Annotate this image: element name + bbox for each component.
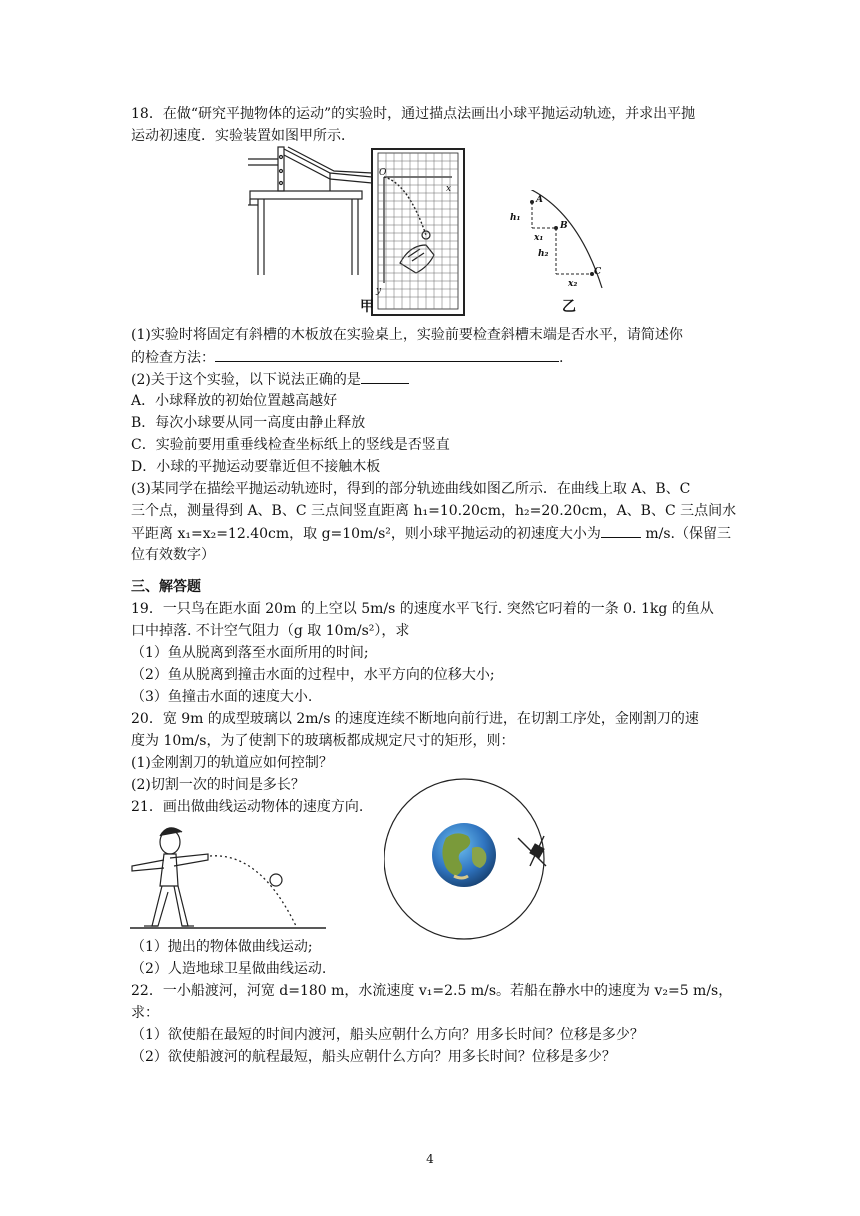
q18-part2-text: (2)关于这个实验，以下说法正确的是 [131, 372, 361, 388]
q19-line4: （2）鱼从脱离到撞击水面的过程中，水平方向的位移大小; [131, 667, 495, 683]
q22-line4: （2）欲使船渡河的航程最短，船头应朝什么方向？用多长时间？位移是多少？ [131, 1049, 616, 1065]
q18-part1-label: 的检查方法： [131, 350, 215, 366]
label-h1: h₁ [510, 213, 521, 223]
label-h2: h₂ [538, 249, 549, 259]
q18-part2 [131, 368, 731, 391]
q19-line3: （1）鱼从脱离到落至水面所用的时间; [131, 645, 369, 661]
q22-line2: 求： [131, 1005, 159, 1021]
q21-line3: （2）人造地球卫星做曲线运动. [131, 961, 327, 977]
q18-part3-text: 平距离 x₁=x₂=12.40cm，取 g=10m/s²，则小球平抛运动的初速度大小为 [131, 526, 601, 542]
label-point-b: B [560, 221, 568, 231]
q19-line2: 口中掉落. 不计空气阻力（g 取 10m/s²），求 [131, 623, 410, 639]
caption-jia: 甲 [360, 299, 374, 315]
label-origin: O [379, 168, 387, 178]
q20-line3: (1)金刚割刀的轨道应如何控制？ [131, 755, 333, 771]
label-point-a: A [536, 195, 543, 205]
q18-option-b: B．每次小球要从同一高度由静止释放 [131, 415, 366, 431]
q18-part1-line2 [131, 346, 731, 369]
q22-line3: （1）欲使船在最短的时间内渡河，船头应朝什么方向？用多长时间？位移是多少？ [131, 1027, 644, 1043]
q18-option-a: A．小球释放的初始位置越高越好 [131, 393, 338, 409]
q21-line2: （1）抛出的物体做曲线运动; [131, 939, 313, 955]
q19-line5: （3）鱼撞击水面的速度大小. [131, 689, 313, 705]
apparatus-figure [248, 143, 466, 323]
answer-blank-method[interactable] [215, 346, 559, 362]
q18-part3-unit: m/s.（保留三 [640, 526, 731, 542]
label-y-axis: y [376, 286, 382, 296]
orbit-figure [384, 776, 548, 942]
answer-blank-choice[interactable] [361, 368, 409, 384]
q18-part3-line4: 位有效数字） [131, 547, 215, 563]
q18-part1-end: . [559, 350, 564, 366]
label-x2: x₂ [568, 279, 578, 289]
section-title: 三、解答题 [131, 579, 201, 595]
label-x1: x₁ [534, 233, 544, 243]
q18-stem-line2: 运动初速度．实验装置如图甲所示． [131, 128, 355, 144]
q18-stem-line1: 18．在做“研究平抛物体的运动”的实验时，通过描点法画出小球平抛运动轨迹，并求出平抛 [131, 106, 696, 122]
q18-option-c: C．实验前要用重垂线检查坐标纸上的竖线是否竖直 [131, 437, 450, 453]
graph-grid [378, 153, 458, 309]
label-x-axis: x [446, 184, 452, 194]
page-number: 4 [426, 1152, 434, 1166]
label-point-c: C [594, 267, 602, 277]
thrower-figure [130, 822, 330, 932]
caption-yi: 乙 [562, 299, 576, 315]
q21-line1: 21．画出做曲线运动物体的速度方向. [131, 799, 364, 815]
satellite-icon [518, 836, 546, 866]
q18-part3-line3 [131, 522, 731, 545]
q20-line4: (2)切割一次的时间是多长？ [131, 777, 305, 793]
earth-icon [432, 823, 496, 887]
q18-part1-line1: (1)实验时将固定有斜槽的木板放在实验桌上，实验前要检查斜槽末端是否水平，请简述你 [131, 327, 683, 343]
q18-part3-line2: 三个点，测量得到 A、B、C 三点间竖直距离 h₁=10.20cm，h₂=20.20cm，A、B、C 三点间水 [131, 503, 737, 519]
answer-blank-velocity[interactable] [601, 522, 641, 538]
q19-line1: 19．一只鸟在距水面 20m 的上空以 5m/s 的速度水平飞行. 突然它叼着的一条 0. 1kg 的鱼从 [131, 601, 714, 617]
q20-line1: 20．宽 9m 的成型玻璃以 2m/s 的速度连续不断地向前行进，在切割工序处，金刚割刀的速 [131, 711, 699, 727]
trajectory-figure [508, 190, 612, 290]
q18-option-d: D．小球的平抛运动要靠近但不接触木板 [131, 459, 381, 475]
q22-line1: 22．一小船渡河，河宽 d=180 m，水流速度 v₁=2.5 m/s。若船在静水中的速度为 v₂=5 m/s， [131, 983, 733, 999]
q20-line2: 度为 10m/s，为了使割下的玻璃板都成规定尺寸的矩形，则： [131, 733, 515, 749]
q18-part3-line1: (3)某同学在描绘平抛运动轨迹时，得到的部分轨迹曲线如图乙所示．在曲线上取 A、B、C [131, 481, 691, 497]
